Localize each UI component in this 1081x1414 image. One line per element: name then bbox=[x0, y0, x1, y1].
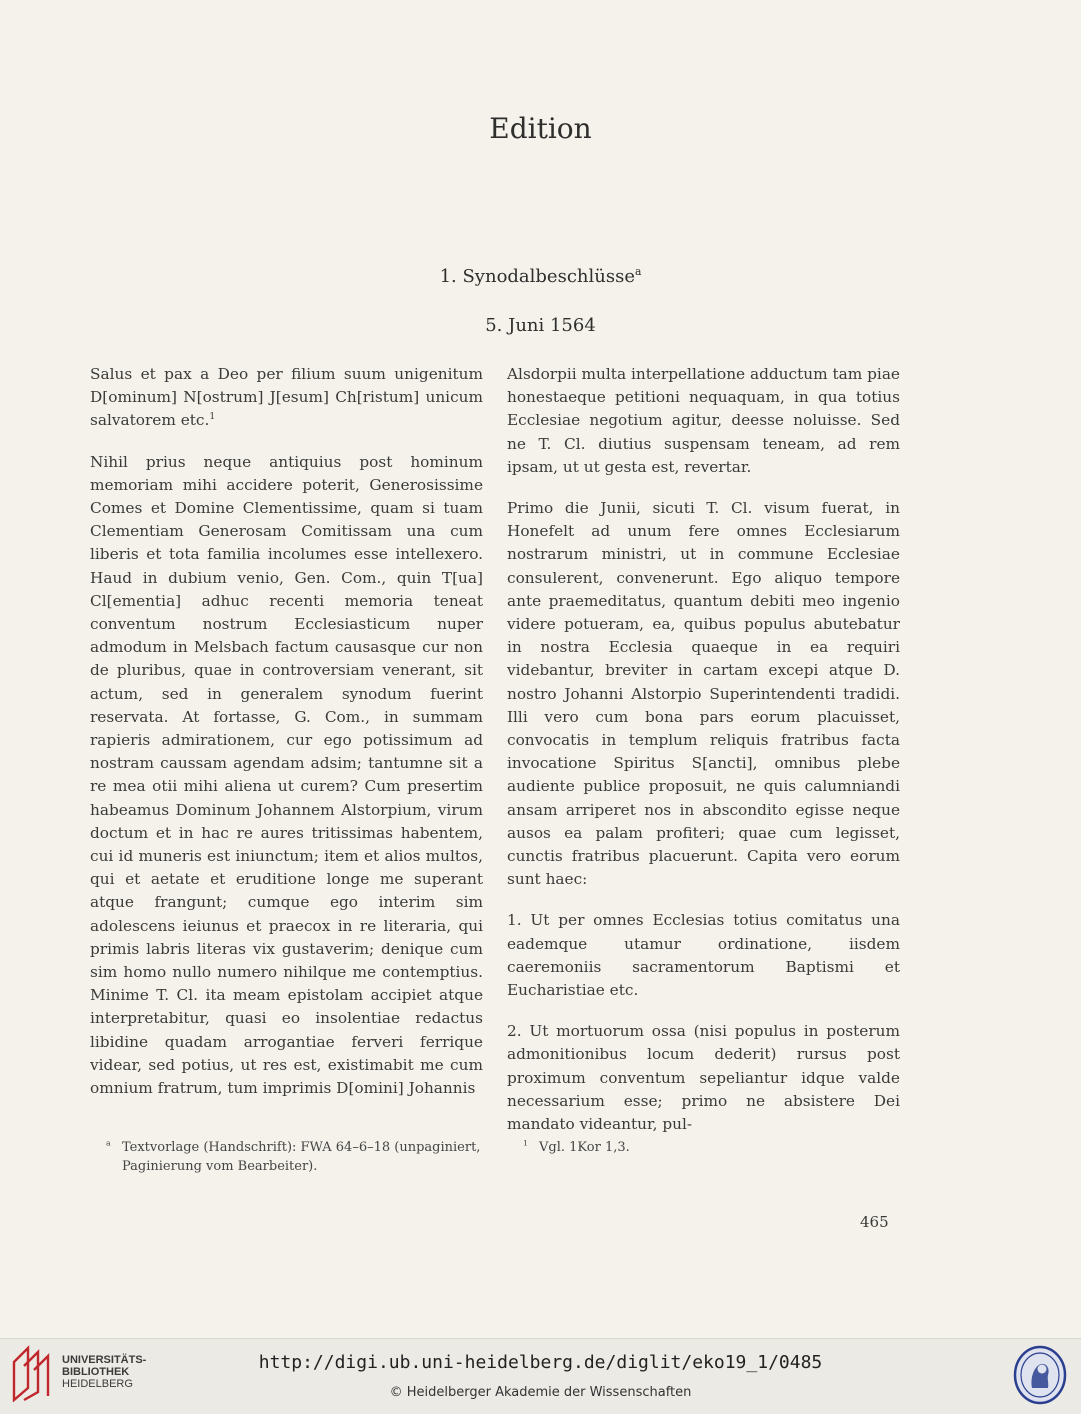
section-heading bbox=[0, 266, 1081, 287]
permalink-url[interactable]: http://digi.ub.uni-heidelberg.de/diglit/eko19_1/0485 bbox=[258, 1352, 823, 1373]
footnote-a-line1: Textvorlage (Handschrift): FWA 64–6–18 (unpaginiert, bbox=[122, 1140, 481, 1155]
body-paragraph: Primo die Junii, sicuti T. Cl. visum fuerat, in Honefelt ad unum fere omnes Ecclesiarum nostrarum ministri, ut in commune Ecclesiae consulerent, convenerunt. Ego aliquo tempore ante praemeditatus, quantum debiti meo ingenio videre potueram, ea, quibus populus abutebatur in nostra Ecclesia quaeque in ea requiri videbantur, breviter in cartam excepi atque D. nostro Johanni Alstorpio Superintendenti tradidi. Illi vero cum bona pars eorum placuisset, convocatis in templum reliquis fratribus facta invocatione Spiritus S[ancti], omnibus plebe audiente publice proposuit, ne quis calumniandi ansam arriperet nos in abscondito egisse neque ausos ea palam profiteri; quae cum legisset, cunctis fratribus placuerunt. Capita vero eorum sunt haec: bbox=[507, 499, 900, 889]
section-text: 1. Synodalbeschlüsse bbox=[439, 266, 635, 287]
footer-bar bbox=[0, 1338, 1081, 1414]
copyright-notice: © Heidelberger Akademie der Wissenschaften bbox=[389, 1385, 692, 1400]
academy-seal-icon[interactable] bbox=[1012, 1344, 1068, 1406]
footnote-1-text: Vgl. 1Kor 1,3. bbox=[539, 1140, 630, 1155]
footnote-1-mark: 1 bbox=[523, 1138, 528, 1148]
footnote-marker-1[interactable]: 1 bbox=[209, 411, 216, 423]
right-column bbox=[507, 363, 900, 1154]
footnote-marker-a[interactable]: a bbox=[634, 265, 642, 278]
date-heading bbox=[0, 315, 1081, 336]
body-paragraph: Alsdorpii multa interpellatione adductum tam piae honestaeque petitioni nequaquam, in qua totius Ecclesiae negotium agitur, deesse noluisse. Sed ne T. Cl. diutius suspensam teneam, ad rem ipsam, ut ut gesta est, revertar. bbox=[507, 365, 900, 476]
list-item: 1. Ut per omnes Ecclesias totius comitatus una eademque utamur ordinatione, iisdem caeremoniis sacramentorum Baptismi et Eucharistiae etc. bbox=[507, 911, 900, 1000]
title-text: Edition bbox=[489, 112, 592, 145]
salutation-paragraph bbox=[90, 363, 483, 433]
body-paragraph: Nihil prius neque antiquius post hominum memoriam mihi accidere poterit, Generosissime Comes et Domine Clementissime, quam si tuam Clementiam Generosam Comitissam una cum liberis et tota familia incolumes esse intellexero. Haud in dubium venio, Gen. Com., quin T[ua] Cl[ementia] adhuc recenti memoria teneat conventum nostrum Ecclesiasticum nuper admodum in Melsbach factum causasque cur non de pluribus, quae in controversiam venerant, sit actum, sed in generalem synodum fuerint reservata. At fortasse, G. Com., in summam rapieris admirationem, cur ego potissimum ad nostram caussam agendam adsim; tantumne sit a re mea otii mihi aliena ut curem? Cum presertim habeamus Dominum Johannem Alstorpium, virum doctum et in hac re aures tritissimas habentem, cui id muneris est iniunctum; item et alios multos, qui et aetate et eruditione longe me superant atque frangunt; cumque ego interim sim adolescens ieiunus et praecox in re literaria, qui primis labris literas vix gustaverim; denique cum sim homo nullo numero nihilque me contemptius. Minime T. Cl. ita meam epistolam accipiet atque interpretabitur, quasi eo insolentiae redactus libidine quadam arrogantiae ferveri ferrique videar, sed potius, ut res est, existimabit me cum omnium fratrum, tum imprimis D[omini] Johannis bbox=[90, 452, 483, 1098]
list-item: 2. Ut mortuorum ossa (nisi populus in posterum admonitionibus locum dederit) rursus post proximum conventum sepeliantur idque valde necessarium esse; primo ne absistere Dei mandato videantur, pul- bbox=[507, 1022, 900, 1134]
library-name-line2: BIBLIOTHEK bbox=[62, 1366, 130, 1378]
footnote-a-mark: a bbox=[106, 1138, 111, 1148]
library-name-line3: HEIDELBERG bbox=[62, 1378, 133, 1390]
left-column bbox=[90, 363, 483, 1118]
footnote-a bbox=[106, 1138, 496, 1176]
footnote-a-line2: Paginierung vom Bearbeiter). bbox=[122, 1159, 318, 1174]
page-title bbox=[0, 112, 1081, 145]
salutation-text: Salus et pax a Deo per filium suum unigenitum D[ominum] N[ostrum] J[esum] Ch[ristum] unicum salvatorem etc. bbox=[90, 365, 483, 430]
page-number: 465 bbox=[860, 1213, 889, 1231]
footnote-1 bbox=[523, 1138, 883, 1157]
library-name-line1: UNIVERSITÄTS- bbox=[62, 1354, 147, 1366]
date-text: 5. Juni 1564 bbox=[485, 315, 596, 336]
